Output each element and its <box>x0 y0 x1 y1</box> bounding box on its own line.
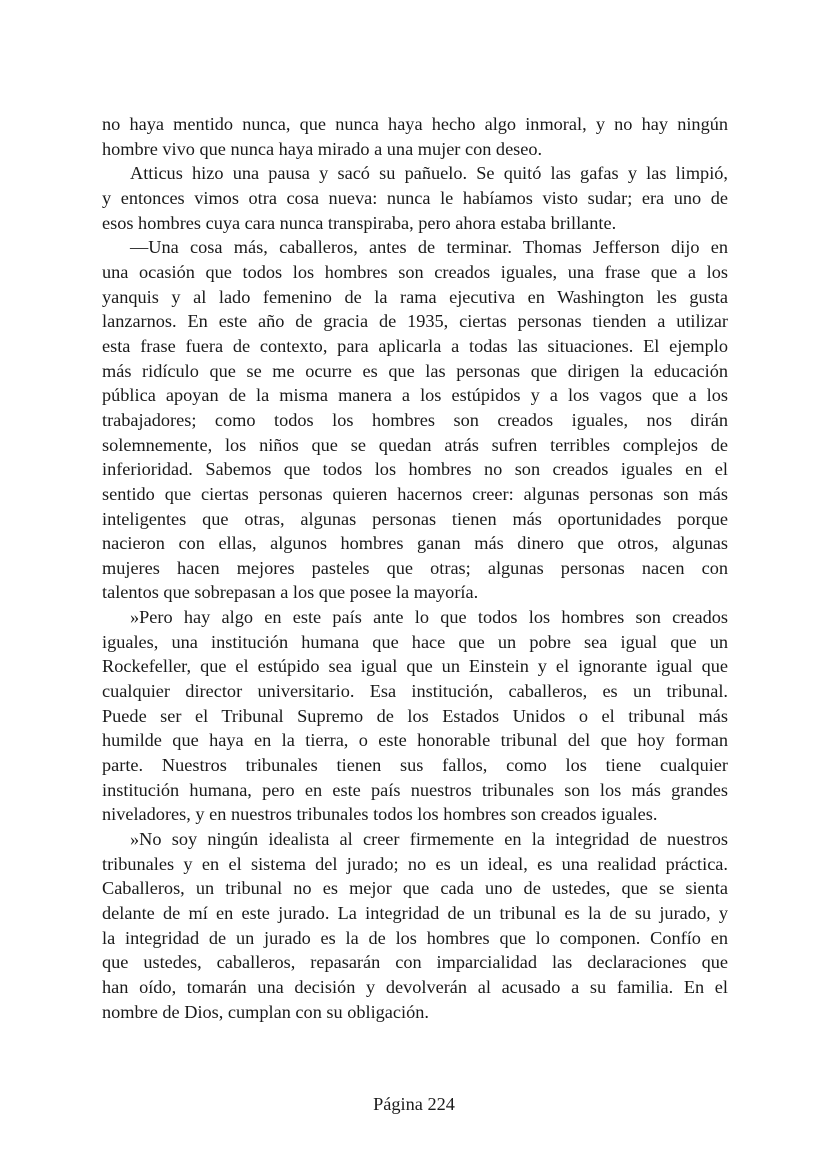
paragraph <box>102 605 728 827</box>
text-line: han oído, tomarán una decisión y devolverán al acusado a su familia. En el <box>102 976 728 997</box>
text-line: pública apoyan de la misma manera a los estúpidos y a los vagos que a los <box>102 385 728 406</box>
text-line: tribunales y en el sistema del jurado; no es un ideal, es una realidad práctica. <box>102 853 728 874</box>
text-line: una ocasión que todos los hombres son creados iguales, una frase que a los <box>102 261 728 282</box>
text-line: talentos que sobrepasan a los que posee la mayoría. <box>102 582 479 603</box>
text-line: que ustedes, caballeros, repasarán con imparcialidad las declaraciones que <box>102 952 728 973</box>
paragraph <box>102 112 728 161</box>
text-line: institución humana, pero en este país nuestros tribunales son los más grandes <box>102 779 728 800</box>
text-line: Caballeros, un tribunal no es mejor que cada uno de ustedes, que se sienta <box>102 878 728 899</box>
text-line: parte. Nuestros tribunales tienen sus fallos, como los tiene cualquier <box>102 755 728 776</box>
text-line: iguales, una institución humana que hace que un pobre sea igual que un <box>102 631 728 652</box>
paragraph <box>102 235 728 605</box>
text-line: lanzarnos. En este año de gracia de 1935, ciertas personas tienden a utilizar <box>102 311 728 332</box>
text-line: esta frase fuera de contexto, para aplicarla a todas las situaciones. El ejemplo <box>102 335 728 356</box>
text-line: solemnemente, los niños que se quedan atrás sufren terribles complejos de <box>102 434 728 455</box>
text-line: la integridad de un jurado es la de los hombres que lo componen. Confío en <box>102 927 728 948</box>
text-line: cualquier director universitario. Esa institución, caballeros, es un tribunal. <box>102 681 728 702</box>
text-line: hombre vivo que nunca haya mirado a una mujer con deseo. <box>102 138 543 159</box>
text-line: —Una cosa más, caballeros, antes de terminar. Thomas Jefferson dijo en <box>130 237 728 258</box>
text-line: delante de mí en este jurado. La integridad de un tribunal es la de su jurado, y <box>102 903 728 923</box>
body-text <box>102 112 728 1024</box>
page-number: Página 224 <box>373 1094 455 1114</box>
text-line: y entonces vimos otra cosa nueva: nunca le habíamos visto sudar; era uno de <box>102 187 728 208</box>
text-line: yanquis y al lado femenino de la rama ejecutiva en Washington les gusta <box>102 286 728 307</box>
text-line: sentido que ciertas personas quieren hacernos creer: algunas personas son más <box>102 483 728 504</box>
text-line: »Pero hay algo en este país ante lo que todos los hombres son creados <box>130 607 728 628</box>
text-line: trabajadores; como todos los hombres son creados iguales, nos dirán <box>102 409 728 430</box>
text-line: humilde que haya en la tierra, o este honorable tribunal del que hoy forman <box>102 730 728 751</box>
text-line: niveladores, y en nuestros tribunales todos los hombres son creados iguales. <box>102 804 658 825</box>
paragraph <box>102 161 728 235</box>
text-line: Puede ser el Tribunal Supremo de los Estados Unidos o el tribunal más <box>102 705 728 726</box>
text-line: nombre de Dios, cumplan con su obligación. <box>102 1001 429 1022</box>
text-line: mujeres hacen mejores pasteles que otras; algunas personas nacen con <box>102 557 728 578</box>
text-line: no haya mentido nunca, que nunca haya hecho algo inmoral, y no hay ningún <box>102 114 728 134</box>
text-line: nacieron con ellas, algunos hombres ganan más dinero que otros, algunas <box>102 533 728 554</box>
text-line: »No soy ningún idealista al creer firmemente en la integridad de nuestros <box>130 829 728 850</box>
text-line: esos hombres cuya cara nunca transpiraba, pero ahora estaba brillante. <box>102 212 617 233</box>
text-line: más ridículo que se me ocurre es que las personas que dirigen la educación <box>102 360 728 381</box>
text-line: inteligentes que otras, algunas personas tienen más oportunidades porque <box>102 508 728 529</box>
paragraph <box>102 827 728 1024</box>
text-line: inferioridad. Sabemos que todos los hombres no son creados iguales en el <box>102 459 728 480</box>
text-line: Atticus hizo una pausa y sacó su pañuelo. Se quitó las gafas y las limpió, <box>130 163 728 184</box>
text-line: Rockefeller, que el estúpido sea igual que un Einstein y el ignorante igual que <box>102 656 728 677</box>
